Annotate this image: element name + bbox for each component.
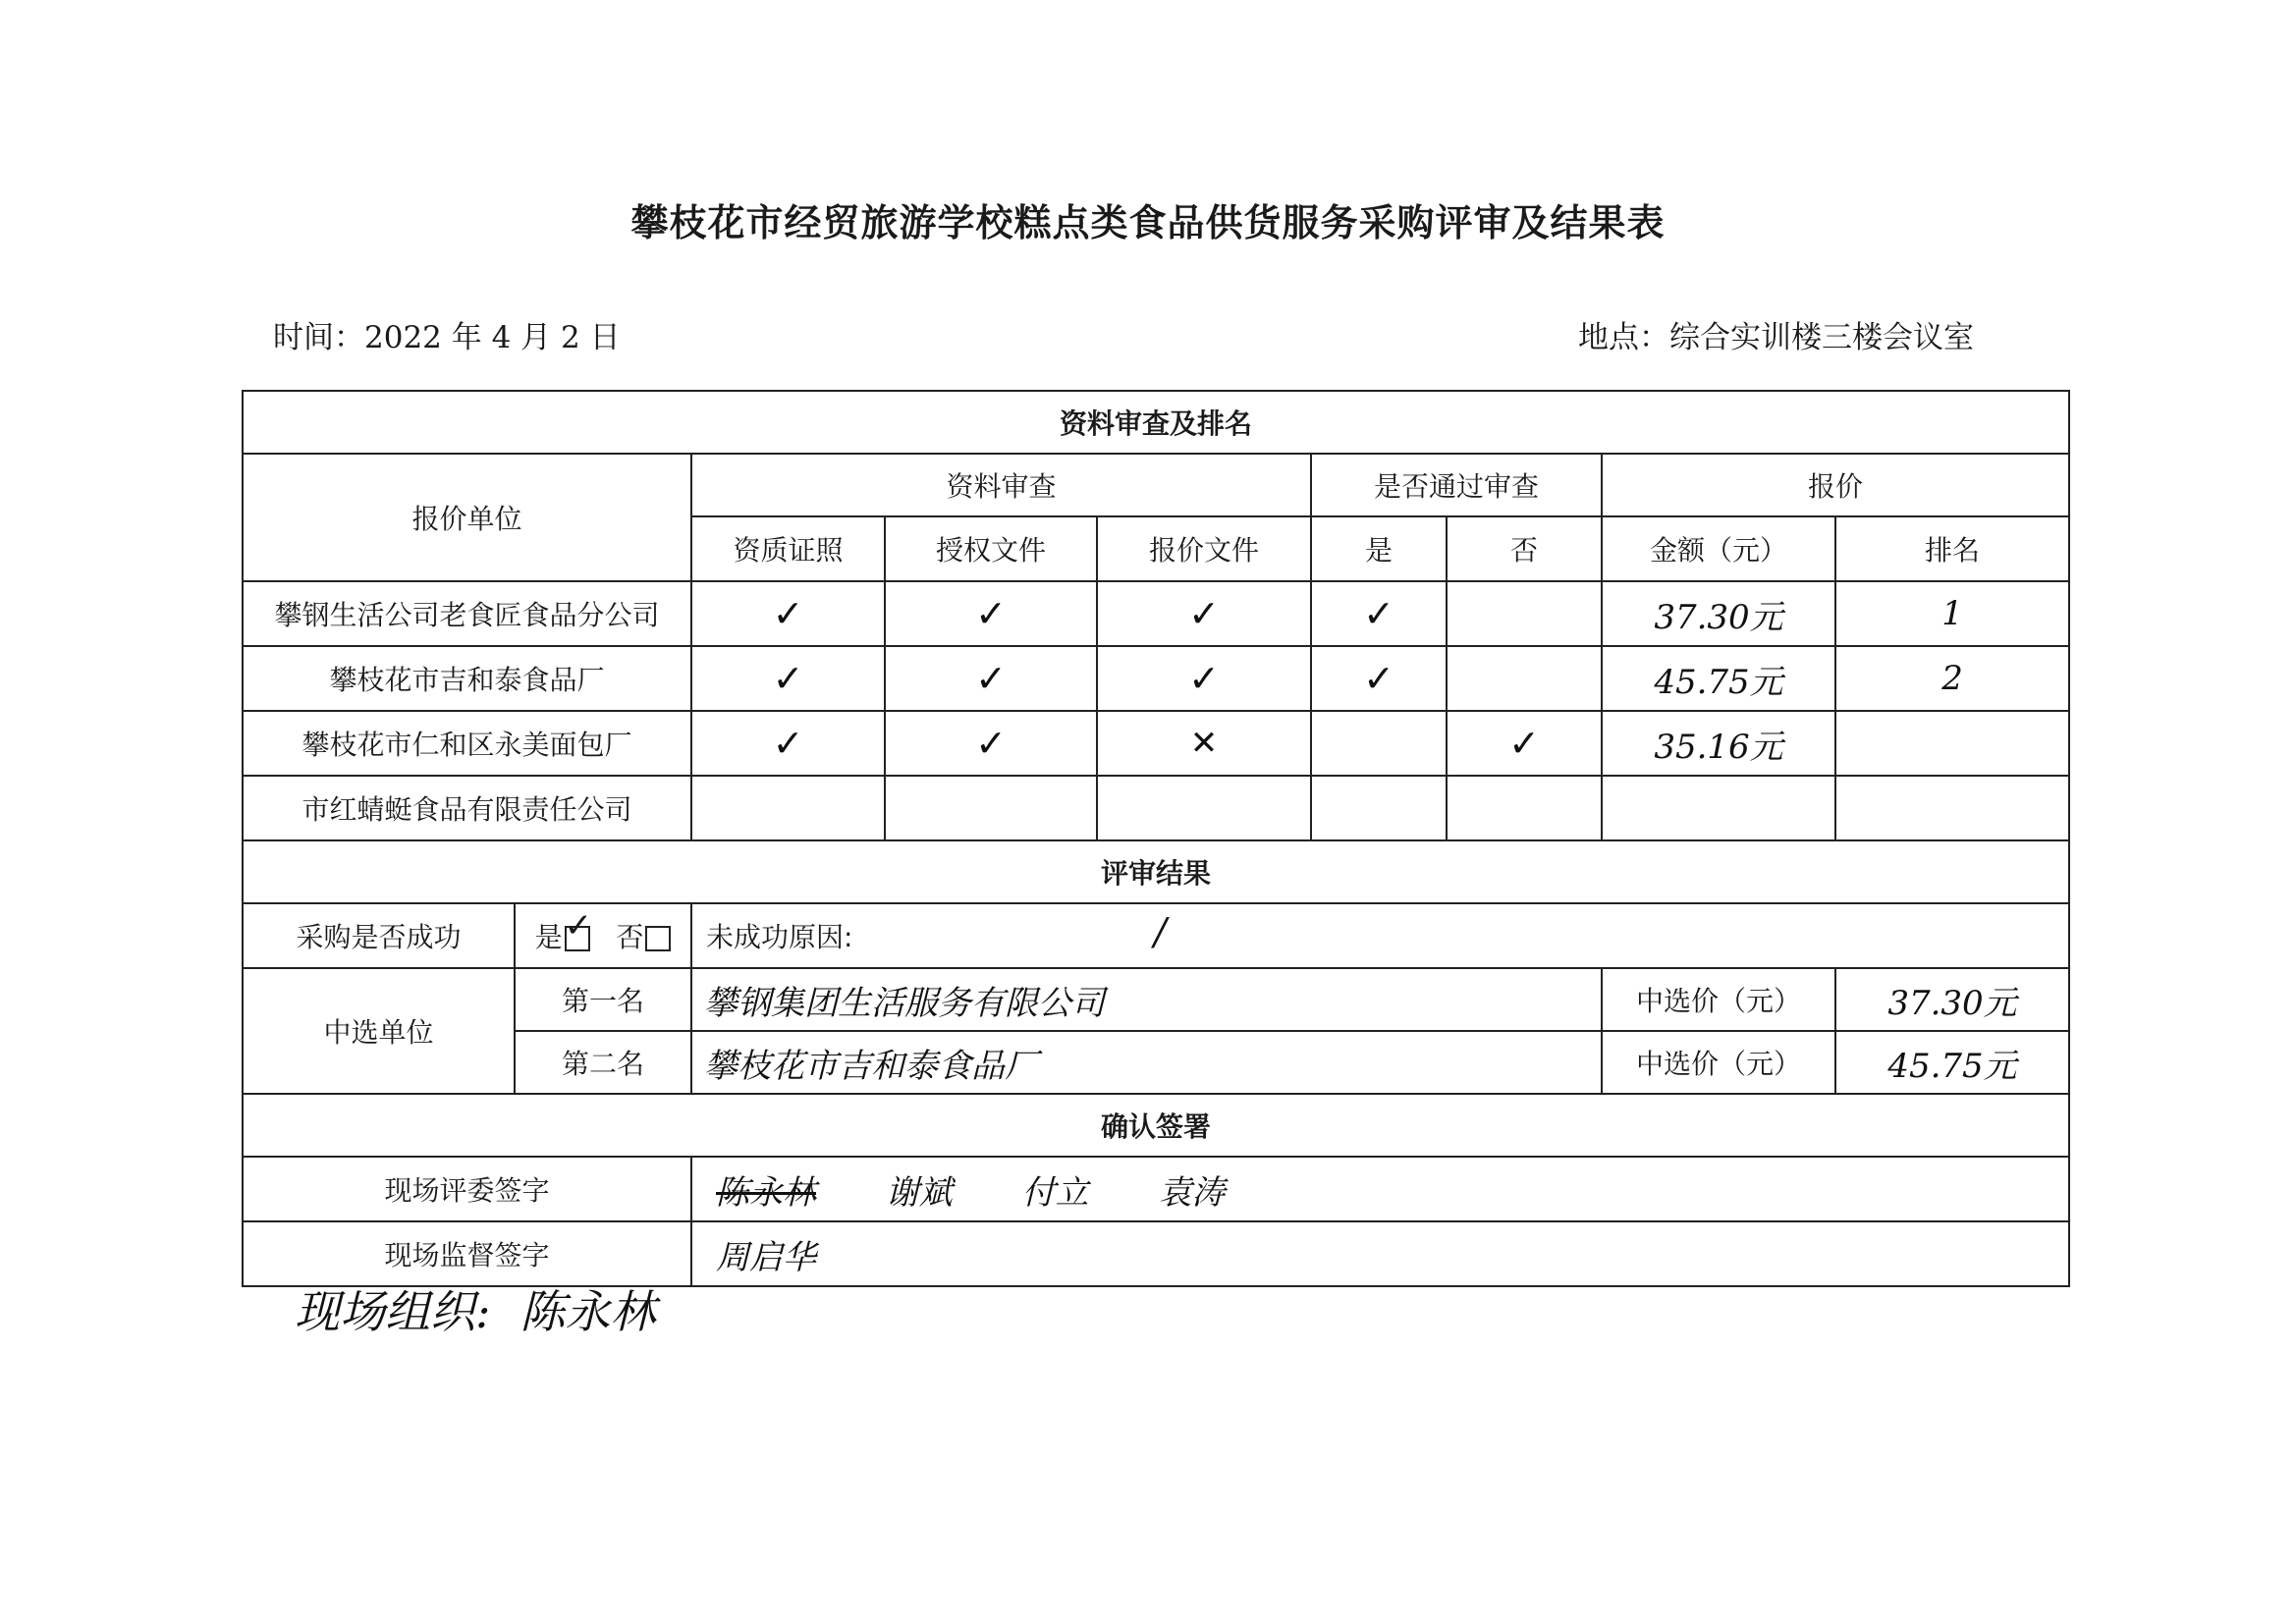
header-no: 否 xyxy=(1447,516,1602,581)
supervisor-signature: 周启华 xyxy=(691,1221,2069,1286)
passed-yes-mark: ✓ xyxy=(1311,581,1447,646)
section-confirm-title: 确认签署 xyxy=(243,1094,2069,1157)
header-yes: 是 xyxy=(1311,516,1447,581)
table-row xyxy=(243,646,2069,711)
header-passed: 是否通过审查 xyxy=(1311,454,1602,516)
quote-amount xyxy=(1602,776,1835,840)
passed-no-mark xyxy=(1447,776,1602,840)
auth-mark: ✓ xyxy=(885,711,1097,776)
date-label: 时间：2022 年 4 月 2 日 xyxy=(273,320,621,355)
quote-doc-mark: ✓ xyxy=(1097,646,1311,711)
quote-rank xyxy=(1835,776,2069,840)
quote-amount: 37.30元 xyxy=(1602,581,1835,646)
jury-signature: 谢斌 xyxy=(885,1172,953,1213)
jury-signature-label: 现场评委签字 xyxy=(243,1157,691,1221)
passed-no-mark xyxy=(1447,646,1602,711)
success-label: 采购是否成功 xyxy=(243,903,515,968)
quote-doc-mark: ✕ xyxy=(1097,711,1311,776)
auth-mark: ✓ xyxy=(885,581,1097,646)
license-mark xyxy=(691,776,885,840)
success-options xyxy=(515,903,691,968)
header-auth: 授权文件 xyxy=(885,516,1097,581)
yes-checkbox xyxy=(564,906,593,951)
yes-option-label: 是 xyxy=(534,921,563,953)
license-mark: ✓ xyxy=(691,581,885,646)
header-review: 资料审查 xyxy=(691,454,1311,516)
jury-signature: 袁涛 xyxy=(1158,1172,1226,1213)
reason-value: / xyxy=(1154,910,1167,953)
quote-rank: 2 xyxy=(1835,646,2069,711)
passed-yes-mark: ✓ xyxy=(1311,646,1447,711)
header-rank: 排名 xyxy=(1835,516,2069,581)
auth-mark xyxy=(885,776,1097,840)
section-review-ranking-title: 资料审查及排名 xyxy=(243,391,2069,454)
no-option-label: 否 xyxy=(616,921,644,953)
review-result-table xyxy=(242,390,2070,1287)
location-label: 地点：综合实训楼三楼会议室 xyxy=(1578,320,1974,355)
quote-doc-mark: ✓ xyxy=(1097,581,1311,646)
jury-signatures xyxy=(691,1157,2069,1221)
header-quote-doc: 报价文件 xyxy=(1097,516,1311,581)
passed-yes-mark xyxy=(1311,776,1447,840)
quote-amount: 35.16元 xyxy=(1602,711,1835,776)
passed-yes-mark xyxy=(1311,711,1447,776)
yes-check-mark: ✓ xyxy=(564,906,593,946)
jury-signature: 付立 xyxy=(1021,1172,1089,1213)
unit-name: 攀钢生活公司老食匠食品分公司 xyxy=(243,581,691,646)
unit-name: 攀枝花市吉和泰食品厂 xyxy=(243,646,691,711)
first-price-value: 37.30元 xyxy=(1835,968,2069,1031)
passed-no-mark: ✓ xyxy=(1447,711,1602,776)
header-unit: 报价单位 xyxy=(243,454,691,581)
jury-signature: 陈永林 xyxy=(716,1172,816,1213)
organizer-signature-line xyxy=(295,1276,656,1341)
table-row xyxy=(243,711,2069,776)
passed-no-mark xyxy=(1447,581,1602,646)
header-amount: 金额（元） xyxy=(1602,516,1835,581)
license-mark: ✓ xyxy=(691,711,885,776)
document-title: 攀枝花市经贸旅游学校糕点类食品供货服务采购评审及结果表 xyxy=(630,201,1666,244)
no-checkbox xyxy=(645,926,671,951)
section-result-title: 评审结果 xyxy=(243,840,2069,903)
reason-cell xyxy=(691,903,2069,968)
organizer-label: 现场组织: xyxy=(295,1285,491,1338)
quote-rank xyxy=(1835,711,2069,776)
quote-doc-mark xyxy=(1097,776,1311,840)
second-place-label: 第二名 xyxy=(515,1031,691,1094)
first-place-value: 攀钢集团生活服务有限公司 xyxy=(691,968,1602,1031)
selected-unit-label: 中选单位 xyxy=(243,968,515,1094)
table-row xyxy=(243,776,2069,840)
second-place-value: 攀枝花市吉和泰食品厂 xyxy=(691,1031,1602,1094)
quote-rank: 1 xyxy=(1835,581,2069,646)
quote-amount: 45.75元 xyxy=(1602,646,1835,711)
auth-mark: ✓ xyxy=(885,646,1097,711)
table-row xyxy=(243,581,2069,646)
unit-name: 市红蜻蜓食品有限责任公司 xyxy=(243,776,691,840)
unit-name: 攀枝花市仁和区永美面包厂 xyxy=(243,711,691,776)
organizer-signature: 陈永林 xyxy=(519,1285,656,1338)
second-price-value: 45.75元 xyxy=(1835,1031,2069,1094)
header-quote: 报价 xyxy=(1602,454,2069,516)
reason-label: 未成功原因: xyxy=(706,921,853,953)
supervisor-signature-label: 现场监督签字 xyxy=(243,1221,691,1286)
first-price-label: 中选价（元） xyxy=(1602,968,1835,1031)
second-price-label: 中选价（元） xyxy=(1602,1031,1835,1094)
license-mark: ✓ xyxy=(691,646,885,711)
header-license: 资质证照 xyxy=(691,516,885,581)
first-place-label: 第一名 xyxy=(515,968,691,1031)
